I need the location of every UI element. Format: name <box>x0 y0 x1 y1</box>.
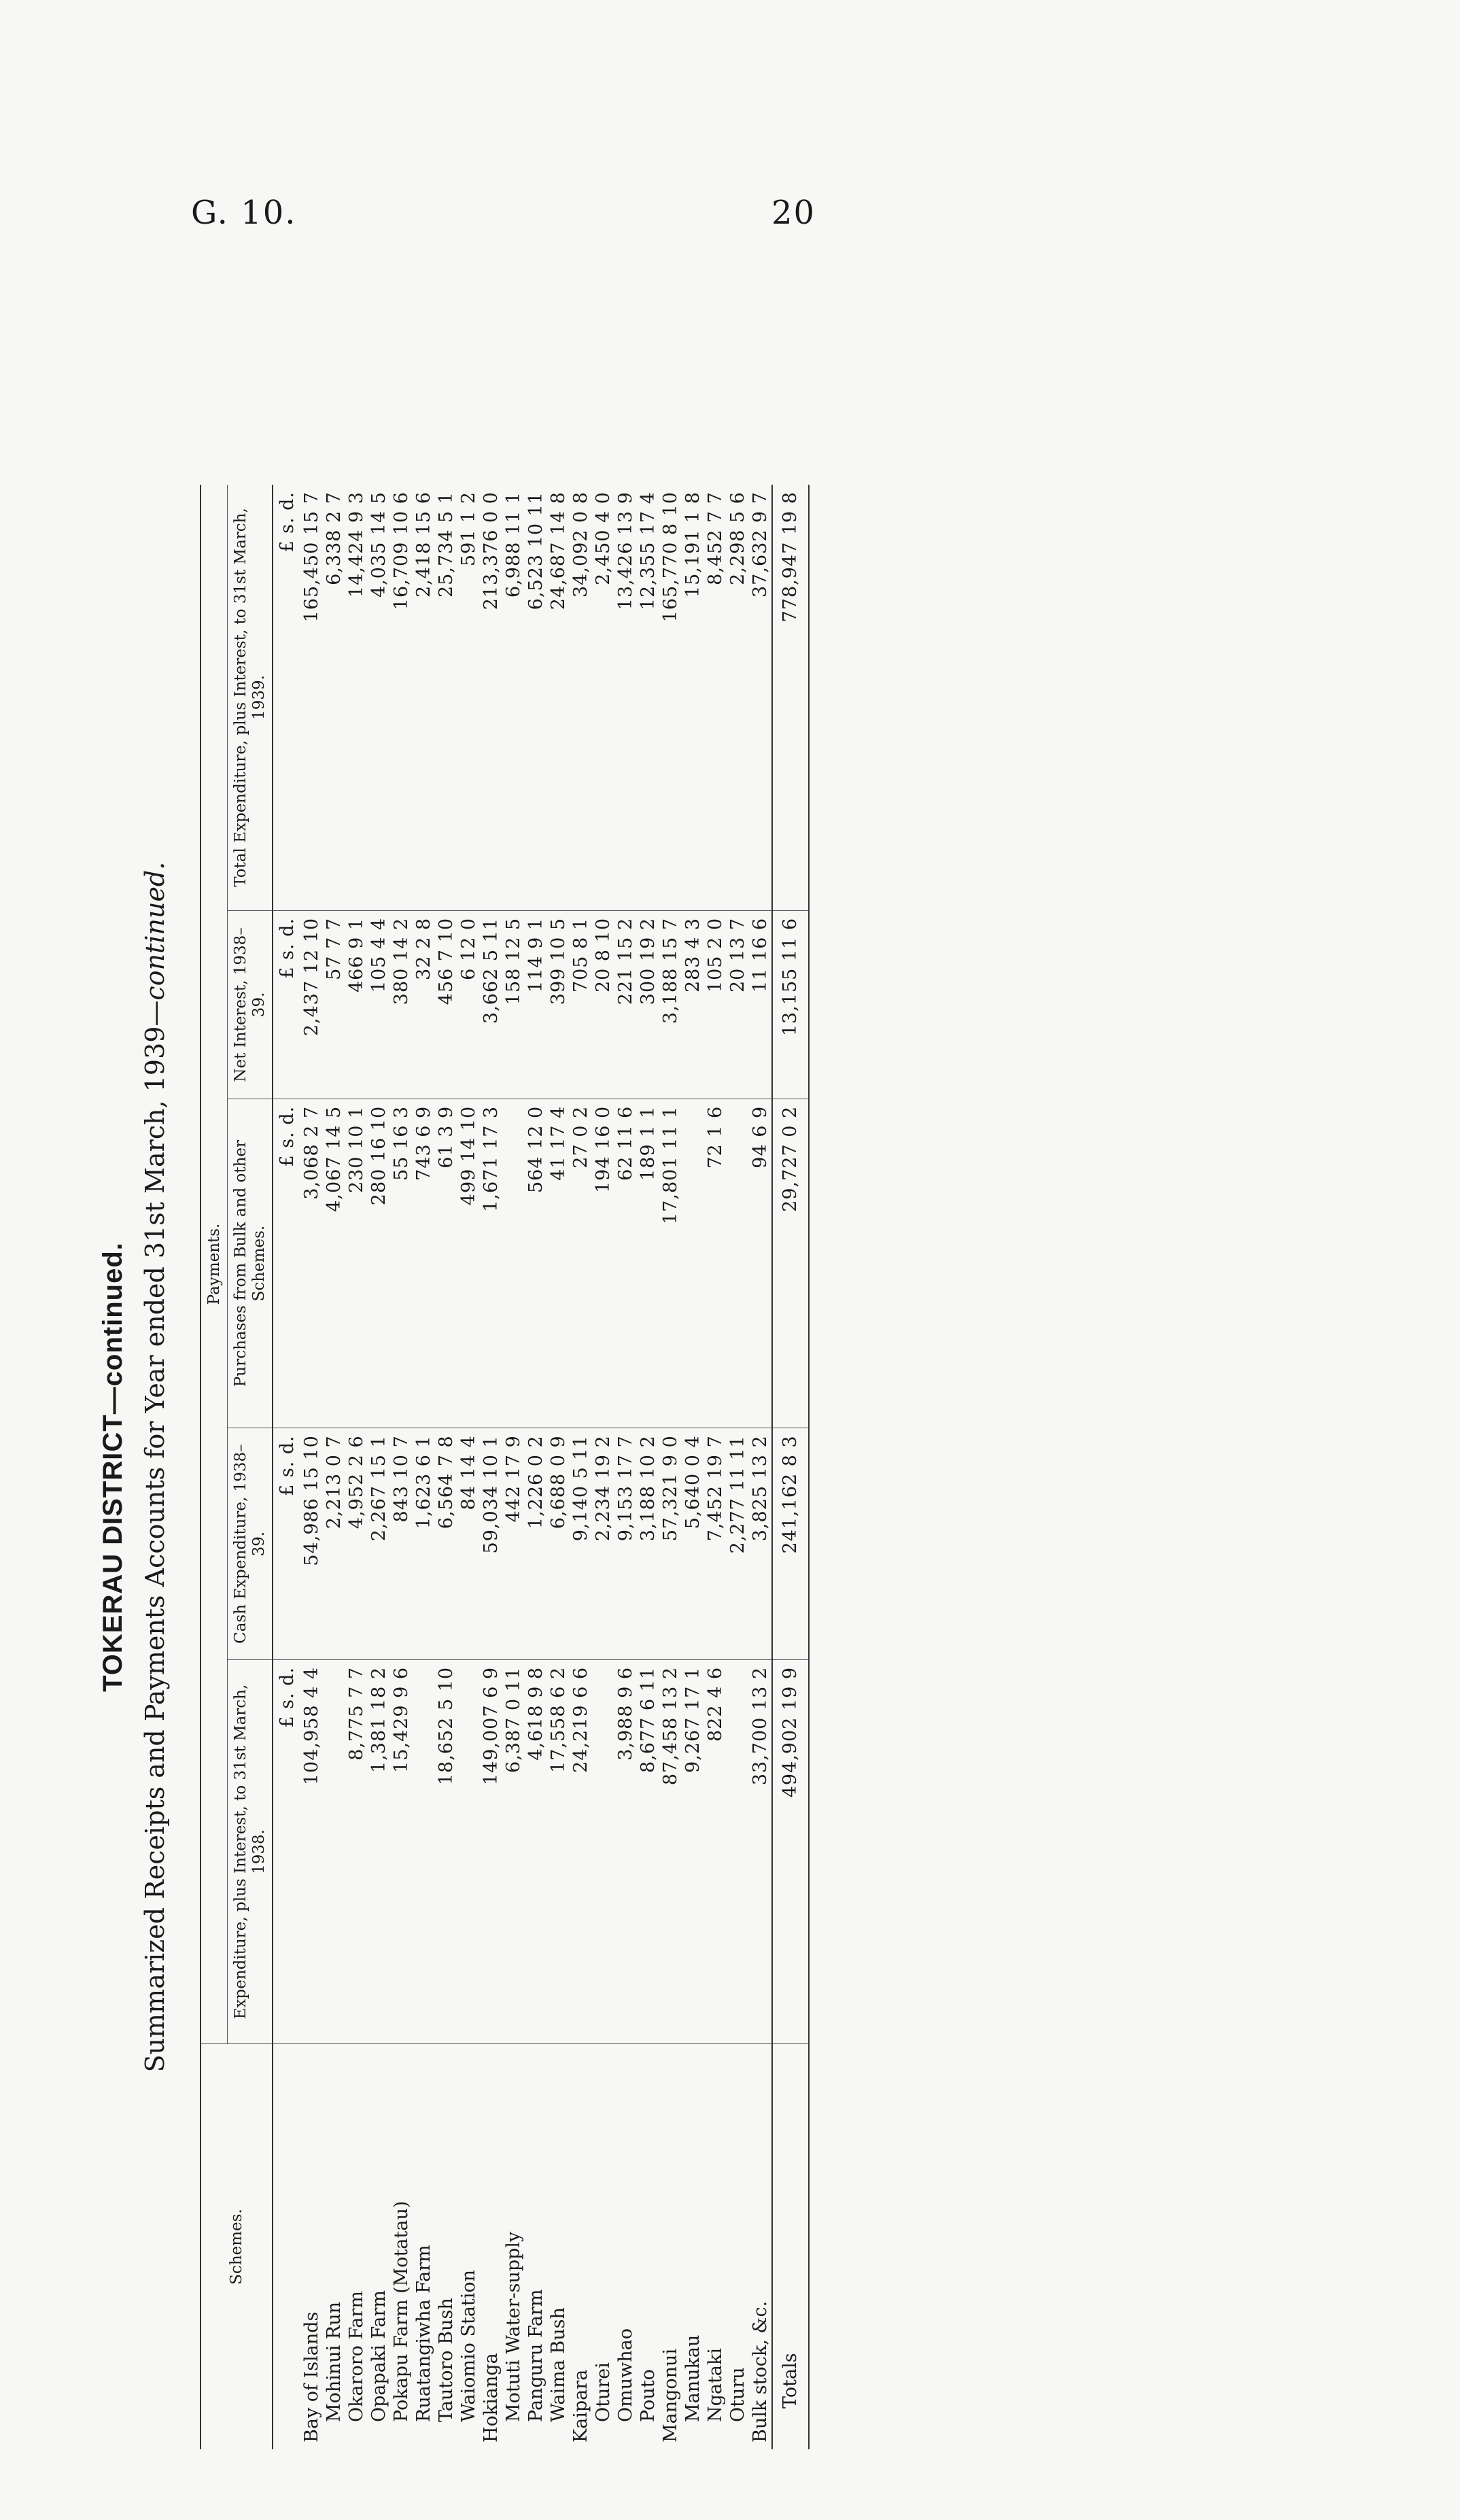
table-row <box>704 485 727 2449</box>
col-header-purchases: Purchases from Bulk and other Schemes. <box>228 1099 273 1428</box>
table-row <box>592 485 614 2449</box>
table-row <box>345 485 368 2449</box>
col-header-net-interest: Net Interest, 1938–39. <box>228 910 273 1099</box>
units-cell: £ s. d. <box>273 485 300 910</box>
amount-cell: 8,452 7 7 <box>704 485 727 910</box>
amount-cell <box>592 1659 614 2043</box>
amount-cell: 2,267 15 1 <box>368 1428 390 1660</box>
scheme-name: Mangonui <box>660 2348 682 2443</box>
scheme-name: Pouto <box>638 2369 659 2422</box>
amount-cell: 6,387 0 11 <box>502 1659 525 2043</box>
amount-cell: 213,376 0 0 <box>480 485 502 910</box>
amount-cell: 2,213 0 7 <box>323 1428 345 1660</box>
amount-cell: 442 17 9 <box>502 1428 525 1660</box>
table-row <box>435 485 457 2449</box>
scheme-name: Ngataki <box>705 2348 727 2422</box>
amount-cell: 54,986 15 10 <box>300 1428 323 1660</box>
amount-cell <box>682 1099 704 1428</box>
totals-amount: 13,155 11 6 <box>772 910 809 1099</box>
amount-cell: 20 13 7 <box>727 910 749 1099</box>
scheme-name: Okaroro Farm <box>346 2290 368 2422</box>
subtitle-text: Summarized Receipts and Payments Accounts for Year ended 31st March, 1939— <box>140 1000 170 2073</box>
rotated-table-sheet <box>98 464 825 2470</box>
scheme-name: Bulk stock, &c. <box>750 2300 771 2443</box>
amount-cell: 11 16 6 <box>749 910 772 1099</box>
col-header-cash-expenditure: Cash Expenditure, 1938–39. <box>228 1428 273 1660</box>
amount-cell: 24,687 14 8 <box>547 485 570 910</box>
amount-cell: 743 6 9 <box>413 1099 435 1428</box>
scheme-name: Hokianga <box>481 2353 502 2443</box>
amount-cell: 6,338 2 7 <box>323 485 345 910</box>
amount-cell: 6,988 11 1 <box>502 485 525 910</box>
amount-cell: 149,007 6 9 <box>480 1659 502 2043</box>
amount-cell: 27 0 2 <box>570 1099 592 1428</box>
amount-cell: 18,652 5 10 <box>435 1659 457 2043</box>
table-row <box>727 485 749 2449</box>
col-header-total-expenditure: Total Expenditure, plus Interest, to 31st March, 1939. <box>228 485 273 910</box>
amount-cell: 3,662 5 11 <box>480 910 502 1099</box>
amount-cell: 165,450 15 7 <box>300 485 323 910</box>
units-spacer <box>273 2044 300 2450</box>
amount-cell: 61 3 9 <box>435 1099 457 1428</box>
table-row <box>480 485 502 2449</box>
table-row <box>682 485 704 2449</box>
amount-cell: 564 12 0 <box>525 1099 547 1428</box>
scheme-name: Ruatangiwha Farm <box>413 2245 435 2422</box>
amount-cell: 4,618 9 8 <box>525 1659 547 2043</box>
amount-cell: 399 10 5 <box>547 910 570 1099</box>
amount-cell: 32 2 8 <box>413 910 435 1099</box>
scheme-name: Bay of Islands <box>301 2311 323 2443</box>
scheme-name: Oturei <box>593 2362 614 2422</box>
amount-cell: 165,770 8 10 <box>659 485 682 910</box>
amount-cell: 105 4 4 <box>368 910 390 1099</box>
amount-cell: 16,709 10 6 <box>390 485 413 910</box>
payments-header: Payments. <box>201 485 228 2044</box>
amount-cell: 8,677 6 11 <box>637 1659 659 2043</box>
amount-cell: 84 14 4 <box>457 1428 480 1660</box>
table-subtitle <box>140 464 170 2470</box>
amount-cell: 4,067 14 5 <box>323 1099 345 1428</box>
scheme-name: Opapaki Farm <box>368 2290 390 2422</box>
totals-amount: 494,902 19 9 <box>772 1659 809 2043</box>
totals-label: Totals <box>772 2044 809 2450</box>
table-row <box>300 485 323 2449</box>
amount-cell: 20 8 10 <box>592 910 614 1099</box>
amount-cell: 62 11 6 <box>614 1099 637 1428</box>
amount-cell: 3,068 2 7 <box>300 1099 323 1428</box>
col-header-expenditure-1938: Expenditure, plus Interest, to 31st March, 1938. <box>228 1659 273 2043</box>
table-row <box>457 485 480 2449</box>
amount-cell: 33,700 13 2 <box>749 1659 772 2043</box>
amount-cell <box>727 1099 749 1428</box>
scheme-name: Panguru Farm <box>525 2289 547 2422</box>
totals-amount: 241,162 8 3 <box>772 1428 809 1660</box>
district-title: TOKERAU DISTRICT—continued. <box>98 1242 128 1692</box>
totals-amount: 29,727 0 2 <box>772 1099 809 1428</box>
table-row <box>659 485 682 2449</box>
totals-amount: 778,947 19 8 <box>772 485 809 910</box>
scheme-name: Manukau <box>682 2334 704 2422</box>
scheme-name: Tautoro Bush <box>436 2298 457 2422</box>
amount-cell: 24,219 6 6 <box>570 1659 592 2043</box>
amount-cell: 4,952 2 6 <box>345 1428 368 1660</box>
amount-cell: 12,355 17 4 <box>637 485 659 910</box>
amount-cell: 17,558 6 2 <box>547 1659 570 2043</box>
amount-cell: 55 16 3 <box>390 1099 413 1428</box>
amount-cell: 6,564 7 8 <box>435 1428 457 1660</box>
amount-cell: 189 1 1 <box>637 1099 659 1428</box>
amount-cell: 280 16 10 <box>368 1099 390 1428</box>
amount-cell: 5,640 0 4 <box>682 1428 704 1660</box>
amount-cell: 9,267 17 1 <box>682 1659 704 2043</box>
amount-cell: 114 9 1 <box>525 910 547 1099</box>
units-cell: £ s. d. <box>273 910 300 1099</box>
amount-cell: 466 9 1 <box>345 910 368 1099</box>
amount-cell: 380 14 2 <box>390 910 413 1099</box>
amount-cell: 37,632 9 7 <box>749 485 772 910</box>
table-row <box>570 485 592 2449</box>
amount-cell: 41 17 4 <box>547 1099 570 1428</box>
amount-cell: 17,801 11 1 <box>659 1099 682 1428</box>
amount-cell: 4,035 14 5 <box>368 485 390 910</box>
amount-cell: 14,424 9 3 <box>345 485 368 910</box>
amount-cell: 1,671 17 3 <box>480 1099 502 1428</box>
amount-cell: 34,092 0 8 <box>570 485 592 910</box>
units-cell: £ s. d. <box>273 1659 300 2043</box>
table-row <box>323 485 345 2449</box>
amount-cell: 2,437 12 10 <box>300 910 323 1099</box>
amount-cell <box>502 1099 525 1428</box>
amount-cell: 3,825 13 2 <box>749 1428 772 1660</box>
scheme-name: Oturu <box>727 2367 749 2422</box>
amount-cell: 25,734 5 1 <box>435 485 457 910</box>
amount-cell: 9,153 17 7 <box>614 1428 637 1660</box>
amount-cell: 8,775 7 7 <box>345 1659 368 2043</box>
amount-cell: 2,450 4 0 <box>592 485 614 910</box>
amount-cell: 72 1 6 <box>704 1099 727 1428</box>
table-row <box>502 485 525 2449</box>
amount-cell: 283 4 3 <box>682 910 704 1099</box>
amount-cell: 2,234 19 2 <box>592 1428 614 1660</box>
amount-cell <box>323 1659 345 2043</box>
table-body <box>273 485 809 2449</box>
schemes-header: Schemes. <box>201 2044 273 2450</box>
subtitle-italic: continued. <box>140 861 170 1001</box>
amount-cell: 2,418 15 6 <box>413 485 435 910</box>
amount-cell: 57,321 9 0 <box>659 1428 682 1660</box>
table-row <box>614 485 637 2449</box>
amount-cell: 7,452 19 7 <box>704 1428 727 1660</box>
amount-cell: 87,458 13 2 <box>659 1659 682 2043</box>
amount-cell: 104,958 4 4 <box>300 1659 323 2043</box>
amount-cell: 6,688 0 9 <box>547 1428 570 1660</box>
amount-cell <box>413 1659 435 2043</box>
scheme-name: Omuwhao <box>615 2328 637 2422</box>
scheme-name: Waima Bush <box>548 2307 570 2422</box>
amount-cell: 843 10 7 <box>390 1428 413 1660</box>
table-row <box>547 485 570 2449</box>
amount-cell: 3,188 10 2 <box>637 1428 659 1660</box>
amount-cell: 15,429 9 6 <box>390 1659 413 2043</box>
table-row <box>368 485 390 2449</box>
amount-cell: 59,034 10 1 <box>480 1428 502 1660</box>
table-row <box>390 485 413 2449</box>
units-cell: £ s. d. <box>273 1099 300 1428</box>
amount-cell: 105 2 0 <box>704 910 727 1099</box>
amount-cell: 1,226 0 2 <box>525 1428 547 1660</box>
amount-cell: 456 7 10 <box>435 910 457 1099</box>
table-row <box>637 485 659 2449</box>
amount-cell: 2,277 11 11 <box>727 1428 749 1660</box>
amount-cell: 13,426 13 9 <box>614 485 637 910</box>
amount-cell: 1,381 18 2 <box>368 1659 390 2043</box>
table-row <box>749 485 772 2449</box>
accounts-table <box>200 485 810 2449</box>
amount-cell: 499 14 10 <box>457 1099 480 1428</box>
units-row <box>273 485 300 2449</box>
amount-cell <box>727 1659 749 2043</box>
scheme-name: Motuti Water-supply <box>503 2231 525 2422</box>
page-number: 20 <box>771 194 816 232</box>
amount-cell: 158 12 5 <box>502 910 525 1099</box>
units-cell: £ s. d. <box>273 1428 300 1660</box>
amount-cell: 57 7 7 <box>323 910 345 1099</box>
amount-cell: 822 4 6 <box>704 1659 727 2043</box>
amount-cell: 3,988 9 6 <box>614 1659 637 2043</box>
amount-cell: 591 1 2 <box>457 485 480 910</box>
amount-cell: 9,140 5 11 <box>570 1428 592 1660</box>
amount-cell: 221 15 2 <box>614 910 637 1099</box>
scheme-name: Mohinui Run <box>324 2301 345 2422</box>
amount-cell: 705 8 1 <box>570 910 592 1099</box>
page-reference: G. 10. <box>191 194 297 232</box>
amount-cell: 194 16 0 <box>592 1099 614 1428</box>
amount-cell: 3,188 15 7 <box>659 910 682 1099</box>
amount-cell: 1,623 6 1 <box>413 1428 435 1660</box>
amount-cell <box>457 1659 480 2043</box>
amount-cell: 94 6 9 <box>749 1099 772 1428</box>
table-row <box>525 485 547 2449</box>
scheme-name: Kaipara <box>570 2369 592 2443</box>
amount-cell: 2,298 5 6 <box>727 485 749 910</box>
table-row <box>413 485 435 2449</box>
amount-cell: 6,523 10 11 <box>525 485 547 910</box>
scheme-name: Waiomio Station <box>458 2269 480 2422</box>
amount-cell: 300 19 2 <box>637 910 659 1099</box>
amount-cell: 230 10 1 <box>345 1099 368 1428</box>
scheme-name: Pokapu Farm (Motatau) <box>391 2200 413 2422</box>
amount-cell: 6 12 0 <box>457 910 480 1099</box>
totals-row <box>772 485 809 2449</box>
amount-cell: 15,191 1 8 <box>682 485 704 910</box>
